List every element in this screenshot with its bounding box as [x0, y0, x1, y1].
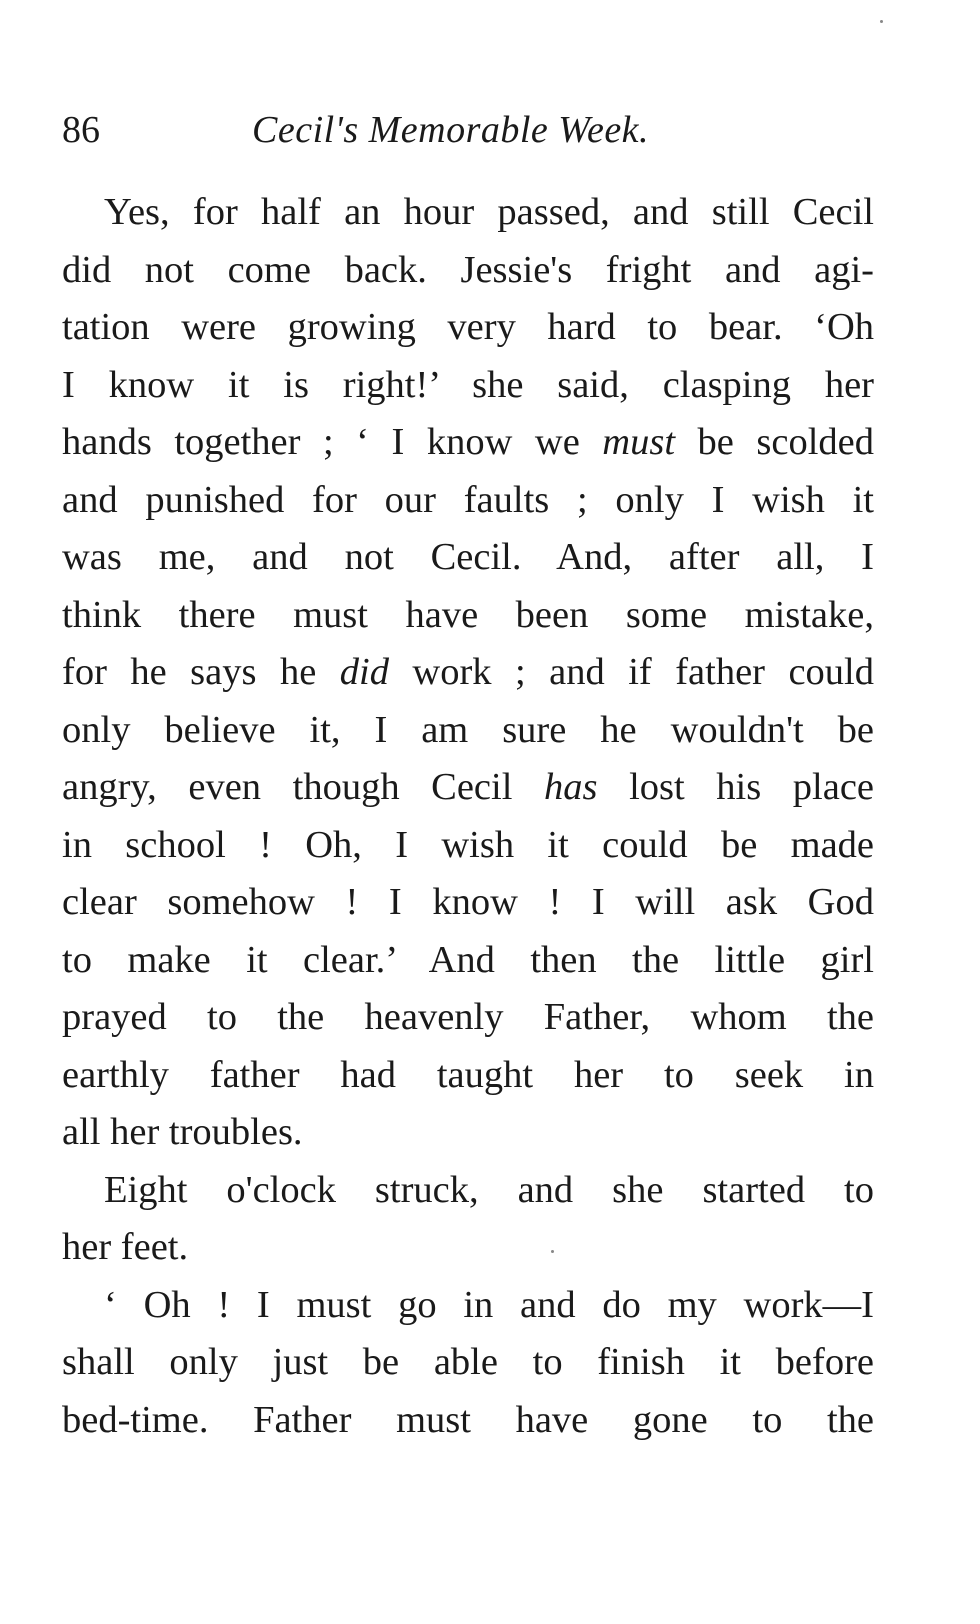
text-run: shall only just be able to finish it before [62, 1341, 874, 1383]
text-run: tation were growing very hard to bear. ‘Oh [62, 306, 874, 348]
print-speck [551, 1250, 554, 1253]
text-line [62, 702, 874, 760]
text-line [62, 644, 874, 702]
paragraph [62, 1277, 874, 1450]
print-speck [880, 20, 883, 23]
text-line [62, 299, 874, 357]
text-line [62, 1334, 874, 1392]
text-run: prayed to the heavenly Father, whom the [62, 996, 874, 1038]
italic-word: has [544, 766, 598, 808]
text-line [62, 529, 874, 587]
text-run: earthly father had taught her to seek in [62, 1053, 874, 1096]
text-line [62, 184, 874, 242]
text-line [62, 1277, 874, 1335]
text-run: in school ! Oh, I wish it could be made [62, 823, 874, 866]
text-line [62, 932, 874, 990]
text-run: and punished for our faults ; only I wish it [62, 478, 874, 521]
text-run: her feet. [62, 1226, 189, 1268]
text-run: only believe it, I am sure he wouldn't be [62, 708, 874, 751]
text-run: clear somehow ! I know ! I will ask God [62, 881, 874, 923]
text-run: work ; and if father could [388, 651, 874, 693]
paragraph [62, 184, 874, 1162]
text-run: to make it clear.’ And then the little girl [62, 938, 874, 981]
page-number: 86 [62, 109, 100, 151]
text-run: hands together ; ‘ I know we [62, 421, 603, 463]
paragraph [62, 1162, 874, 1277]
text-line [62, 1047, 874, 1105]
italic-word: must [602, 421, 676, 463]
text-run: Yes, for half an hour passed, and still Cecil [104, 191, 874, 233]
text-line [62, 587, 874, 645]
text-line [62, 414, 874, 472]
text-line [62, 989, 874, 1047]
text-run: lost his place [597, 766, 874, 808]
text-run: think there must have been some mistake, [62, 593, 874, 636]
text-line [62, 242, 874, 300]
text-line [62, 357, 874, 415]
text-line [62, 759, 874, 817]
text-line [62, 817, 874, 875]
text-run: Eight o'clock struck, and she started to [104, 1168, 874, 1211]
text-run: angry, even though Cecil [62, 766, 544, 808]
italic-word: did [339, 651, 389, 693]
page-header [62, 100, 882, 160]
text-run: ‘ Oh ! I must go in and do my work—I [104, 1283, 874, 1326]
text-line [62, 1162, 874, 1220]
text-run: for he says he [62, 651, 340, 693]
text-line [62, 1104, 874, 1162]
text-line [62, 874, 874, 932]
text-run: was me, and not Cecil. And, after all, I [62, 536, 874, 578]
text-run: I know it is right!’ she said, clasping her [62, 363, 874, 406]
text-run: bed-time. Father must have gone to the [62, 1398, 874, 1441]
text-line [62, 1219, 874, 1277]
running-title: Cecil's Memorable Week. [252, 109, 650, 151]
text-line [62, 1392, 874, 1450]
text-run: be scolded [675, 421, 874, 463]
text-line [62, 472, 874, 530]
text-run: all her troubles. [62, 1111, 303, 1153]
text-run: did not come back. Jessie's fright and agi- [62, 248, 874, 291]
body-text [62, 184, 874, 1449]
